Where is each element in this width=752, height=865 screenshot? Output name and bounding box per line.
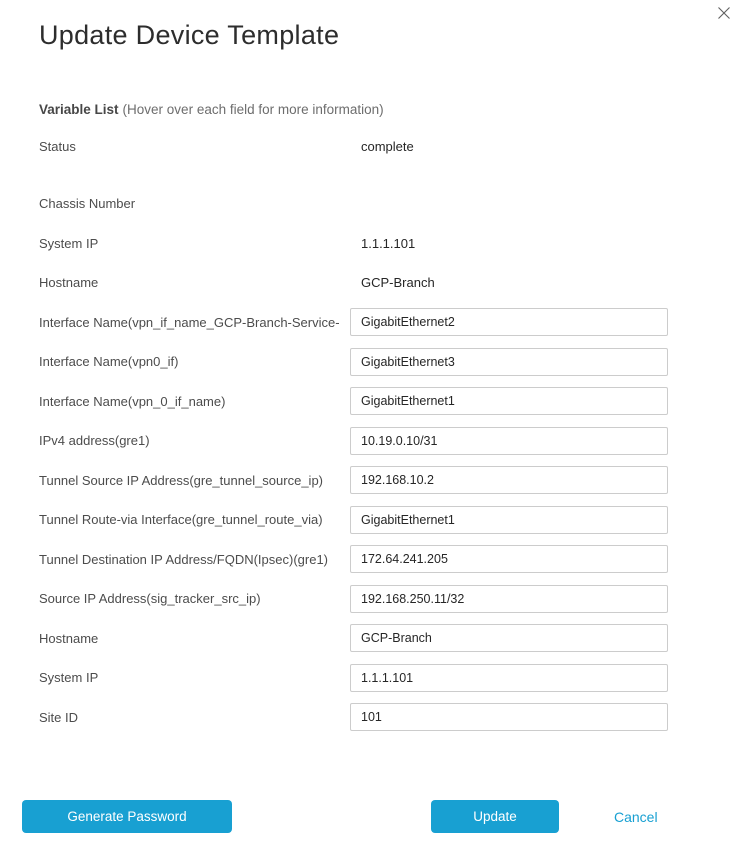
variable-input[interactable] — [350, 308, 668, 336]
generate-password-button[interactable]: Generate Password — [22, 800, 232, 833]
variable-row — [39, 263, 668, 303]
cancel-button[interactable]: Cancel — [606, 800, 666, 833]
variable-label: System IP — [39, 235, 99, 251]
variable-label: Status — [39, 139, 76, 155]
variable-value: complete — [361, 139, 414, 155]
variable-row — [39, 579, 668, 619]
variable-input[interactable] — [350, 545, 668, 573]
variable-input[interactable] — [350, 585, 668, 613]
variable-label: Chassis Number — [39, 196, 136, 212]
variable-row — [39, 658, 668, 698]
dialog-footer — [0, 800, 752, 833]
variable-row — [39, 303, 668, 343]
variable-label: Source IP Address(sig_tracker_src_ip) — [39, 591, 261, 607]
variable-label: Tunnel Destination IP Address/FQDN(Ipsec)(gre1) — [39, 551, 329, 567]
variable-row — [39, 342, 668, 382]
variable-row — [39, 540, 668, 580]
variable-input[interactable] — [350, 427, 668, 455]
variable-list-header — [39, 102, 384, 117]
variable-label: IPv4 address(gre1) — [39, 433, 150, 449]
variable-list-note: (Hover over each field for more information) — [122, 102, 384, 117]
variable-label: Tunnel Source IP Address(gre_tunnel_source_ip) — [39, 472, 324, 488]
variable-input[interactable] — [350, 506, 668, 534]
variable-row — [39, 224, 668, 264]
close-icon[interactable] — [716, 6, 732, 22]
variable-label: Interface Name(vpn0_if) — [39, 354, 179, 370]
variable-row — [39, 461, 668, 501]
variable-value: 1.1.1.101 — [361, 235, 416, 251]
variable-input[interactable] — [350, 348, 668, 376]
variable-label: Hostname — [39, 275, 99, 291]
variable-label: System IP — [39, 670, 99, 686]
variable-row — [39, 184, 668, 224]
variable-label: Hostname — [39, 630, 99, 646]
page-title: Update Device Template — [39, 20, 340, 50]
close-icon-glyph — [717, 6, 731, 20]
variable-value: GCP-Branch — [361, 275, 435, 291]
variable-input[interactable] — [350, 664, 668, 692]
variable-row — [39, 421, 668, 461]
variable-label: Site ID — [39, 709, 79, 725]
variable-input[interactable] — [350, 387, 668, 415]
variable-input[interactable] — [350, 466, 668, 494]
variable-rows — [39, 127, 668, 737]
variable-label: Interface Name(vpn_if_name_GCP-Branch-Service- — [39, 314, 340, 330]
update-button[interactable]: Update — [431, 800, 559, 833]
variable-list-heading: Variable List — [39, 102, 119, 117]
variable-row — [39, 382, 668, 422]
variable-row — [39, 619, 668, 659]
variable-row — [39, 500, 668, 540]
variable-row — [39, 127, 668, 167]
variable-input[interactable] — [350, 624, 668, 652]
variable-label: Interface Name(vpn_0_if_name) — [39, 393, 226, 409]
variable-label: Tunnel Route-via Interface(gre_tunnel_route_via) — [39, 512, 323, 528]
variable-row — [39, 698, 668, 738]
variable-input[interactable] — [350, 703, 668, 731]
